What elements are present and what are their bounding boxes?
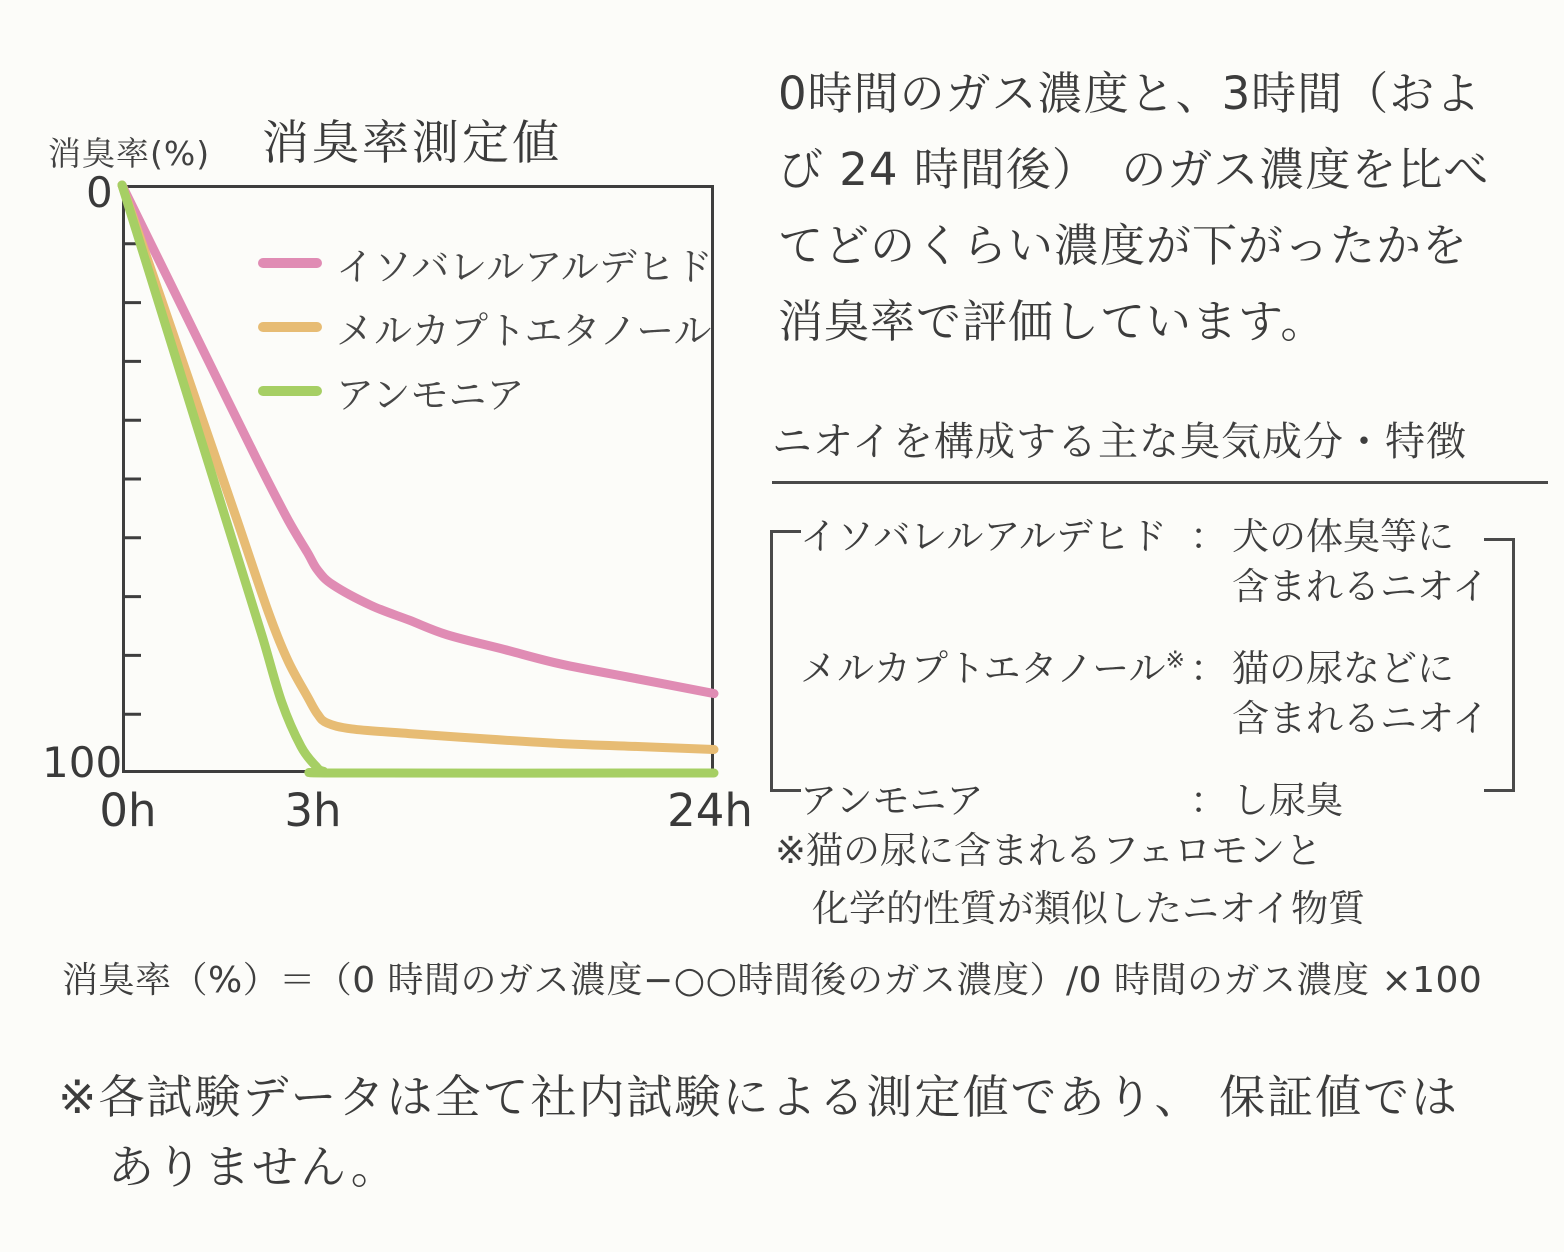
- deodorization-rate-formula: 消臭率（%）＝（0 時間のガス濃度−○○時間後のガス濃度）/0 時間のガス濃度 ×100: [62, 960, 1483, 1001]
- legend-row: [258, 295, 713, 359]
- component-row-mercaptoethanol: [800, 644, 1500, 744]
- component-description: し尿臭: [1232, 779, 1343, 822]
- odor-components-list: [800, 512, 1500, 826]
- mercaptoethanol-footnote: [775, 822, 1365, 938]
- y-tick-label-100: 100: [42, 738, 123, 787]
- x-tick-label-0h: 0h: [99, 784, 157, 837]
- component-description: 犬の体臭等に 含まれるニオイ: [1232, 515, 1490, 608]
- footnote-mark: ※: [1165, 647, 1185, 674]
- legend-row: [258, 231, 713, 295]
- colon-separator: ：: [1190, 779, 1227, 822]
- chart-legend: [258, 231, 713, 423]
- legend-swatch-pink: [258, 258, 322, 268]
- legend-swatch-orange: [258, 322, 322, 332]
- disclaimer-line: ※各試験データは全て社内試験による測定値であり、 保証値では: [58, 1070, 1460, 1124]
- colon-separator: ：: [1190, 515, 1227, 558]
- component-row-isovaleraldehyde: [800, 512, 1500, 612]
- component-row-ammonia: [800, 776, 1500, 826]
- footnote-line: 化学的性質が類似したニオイ物質: [775, 887, 1366, 930]
- bracket-left-decoration: [770, 530, 801, 792]
- component-name: メルカプトエタノール※: [800, 647, 1185, 690]
- footnote-line: ※猫の尿に含まれるフェロモンと: [775, 829, 1323, 872]
- legend-label: イソバレルアルデヒド: [336, 244, 713, 289]
- chart-title: 消臭率測定値: [262, 116, 562, 171]
- line-chart-plot-area: [122, 185, 714, 773]
- section-heading: ニオイを構成する主な臭気成分・特徴: [772, 410, 1548, 484]
- intro-paragraph: [778, 56, 1558, 360]
- y-tick-label-0: 0: [86, 168, 113, 217]
- x-tick-label-24h: 24h: [667, 784, 753, 837]
- intro-line: 0時間のガス濃度と、3時間（およ: [778, 67, 1482, 120]
- x-tick-label-3h: 3h: [284, 784, 342, 837]
- component-description: 猫の尿などに 含まれるニオイ: [1232, 647, 1490, 740]
- legend-label: アンモニア: [336, 372, 525, 417]
- disclaimer-note: [58, 1062, 1459, 1202]
- legend-label: メルカプトエタノール: [336, 308, 712, 353]
- colon-separator: ：: [1190, 647, 1227, 690]
- y-axis-label: 消臭率(%): [48, 134, 211, 173]
- component-name: イソバレルアルデヒド: [800, 515, 1167, 558]
- intro-line: び 24 時間後） のガス濃度を比べ: [778, 143, 1490, 196]
- disclaimer-line: ありません。: [108, 1140, 399, 1194]
- intro-line: てどのくらい濃度が下がったかを: [778, 219, 1469, 272]
- legend-row: [258, 359, 713, 423]
- component-name: アンモニア: [800, 779, 984, 822]
- intro-line: 消臭率で評価しています。: [778, 295, 1327, 348]
- legend-swatch-green: [258, 386, 322, 396]
